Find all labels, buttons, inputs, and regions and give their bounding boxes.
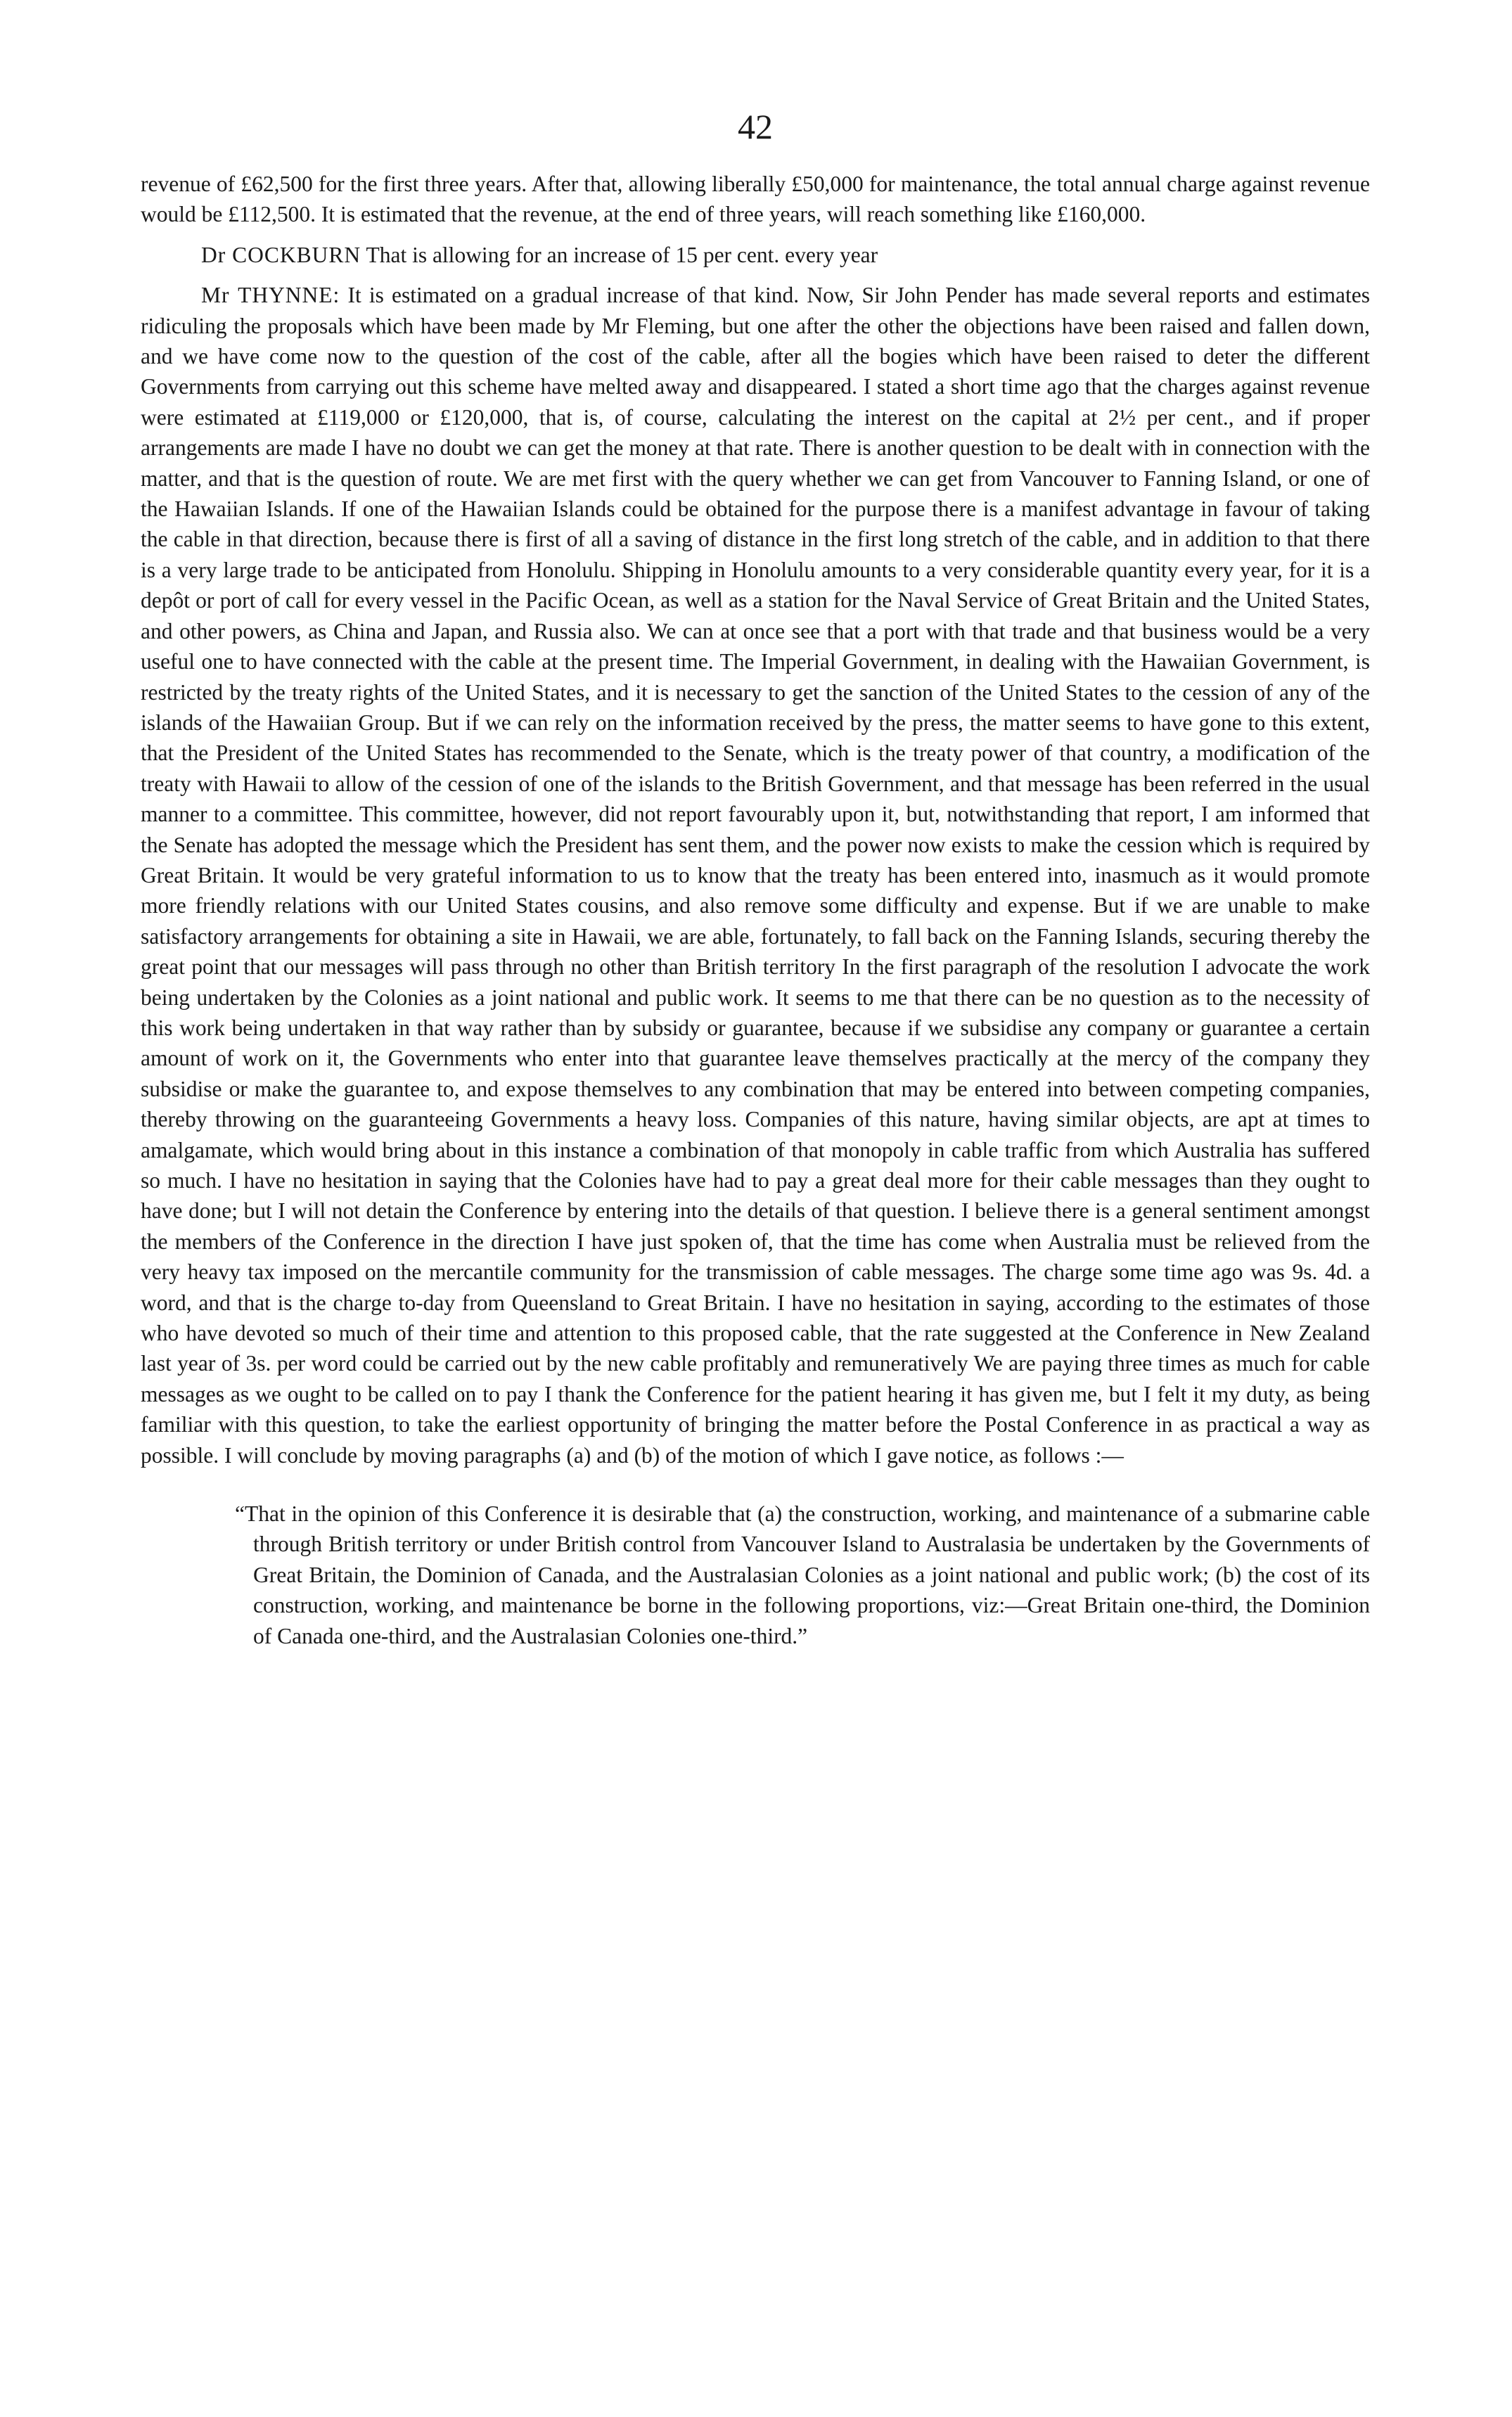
speaker-name: Dr COCKBURN [201, 242, 361, 267]
paragraph-text: It is estimated on a gradual increase of that kind. Now, Sir John Pender has made several reports and estimates ridiculing the proposals which have been made by Mr Fleming, but one after the other the objections have been raised and fallen down, and we have come now to the question of the cost of the cable, after all the bogies which have been raised to deter the different Governments from carrying out this scheme have melted away and disappeared. I stated a short time ago that the charges against revenue were estimated at £119,000 or £120,000, that is, of course, calculating the interest on the capital at 2½ per cent., and if proper arrangements are made I have no doubt we can get the money at that rate. There is another question to be dealt with in connection with the matter, and that is the question of route. We are met first with the query whether we can get from Vancouver to Fanning Island, or one of the Hawaiian Islands. If one of the Hawaiian Islands could be obtained for the purpose there is a manifest advantage in favour of taking the cable in that direction, because there is first of all a saving of distance in the first long stretch of the cable, and in addition to that there is a very large trade to be anticipated from Honolulu. Shipping in Honolulu amounts to a very considerable quantity every year, for it is a depôt or port of call for every vessel in the Pacific Ocean, as well as a station for the Naval Service of Great Britain and the United States, and other powers, as China and Japan, and Russia also. We can at once see that a port with that trade and that business would be a very useful one to have connected with the cable at the present time. The Imperial Government, in dealing with the Hawaiian Government, is restricted by the treaty rights of the United States, and it is necessary to get the sanction of the United States to the cession of any of the islands of the Hawaiian Group. But if we can rely on the information received by the press, the matter seems to have gone to this extent, that the President of the United States has recommended to the Senate, which is the treaty power of that country, a modification of the treaty with Hawaii to allow of the cession of one of the islands to the British Government, and that message has been referred in the usual manner to a committee. This committee, however, did not report favourably upon it, but, notwithstanding that report, I am informed that the Senate has adopted the message which the President has sent them, and the power now exists to make the cession which is required by Great Britain. It would be very grateful information to us to know that the treaty has been entered into, inasmuch as it would promote more friendly relations with our United States cousins, and also remove some difficulty and expense. But if we are unable to make satisfactory arrangements for obtaining a site in Hawaii, we are able, fortunately, to fall back on the Fanning Islands, securing thereby the great point that our messages will pass through no other than British territory In the first paragraph of the resolution I advocate the work being undertaken by the Colonies as a joint national and public work. It seems to me that there can be no question as to the necessity of this work being undertaken in that way rather than by subsidy or guarantee, because if we subsidise any company or guarantee a certain amount of work on it, the Governments who enter into that guarantee leave themselves practically at the mercy of the company they subsidise or make the guarantee to, and expose themselves to any combination that may be entered into between competing companies, thereby throwing on the guaranteeing Governments a heavy loss. Companies of this nature, having similar objects, are apt at times to amalgamate, which would bring about in this instance a combination of that monopoly in cable traffic from which Australia has suffered so much. I have no hesitation in saying that the Colonies have had to pay a great deal more for their cable messages than they ought to have done; but I will not detain the Conference by entering into the details of that question. I believe there is a general sentiment amongst the members of the Conference in the direction I have just spoken of, that the time has come when Australia must be relieved from the very heavy tax imposed on the mercantile community for the transmission of cable messages. The charge some time ago was 9s. 4d. a word, and that is the charge to-day from Queensland to Great Britain. I have no hesitation in saying, according to the estimates of those who have devoted so much of their time and attention to this proposed cable, that the rate suggested at the Conference in New Zealand last year of 3s. per word could be carried out by the new cable profitably and remuneratively We are paying three times as much for cable messages as we ought to be called on to pay I thank the Conference for the patient hearing it has given me, but I felt it my duty, as being familiar with this question, to take the earliest opportunity of bringing the matter before the Postal Conference in as practical a way as possible. I will conclude by moving paragraphs (a) and (b) of the motion of which I gave notice, as follows :— [141, 283, 1371, 1468]
paragraph-cockburn [141, 240, 1370, 270]
paragraph-text: That is allowing for an increase of 15 per cent. every year [366, 242, 878, 267]
speaker-name: Mr THYNNE: [201, 283, 340, 308]
document-page [141, 105, 1370, 1651]
motion-quote: “That in the opinion of this Conference it is desirable that (a) the construction, working, and maintenance of a submarine cable through British territory or under British control from Vancouver Island to Australasia be undertaken by the Governments of Great Britain, the Dominion of Canada, and the Australasian Colonies as a joint national and public work; (b) the cost of its construction, working, and maintenance be borne in the following proportions, viz:—Great Britain one-third, the Dominion of Canada one-third, and the Australasian Colonies one-third.” [235, 1501, 1370, 1648]
page-number: 42 [738, 107, 773, 146]
paragraph-continuation [141, 169, 1370, 230]
paragraph-text: revenue of £62,500 for the first three years. After that, allowing liberally £50,000 for maintenance, the total annual charge against revenue would be £112,500. It is estimated that the revenue, at the end of three years, will reach something like £160,000. [141, 172, 1370, 227]
paragraph-thynne [141, 280, 1370, 1470]
